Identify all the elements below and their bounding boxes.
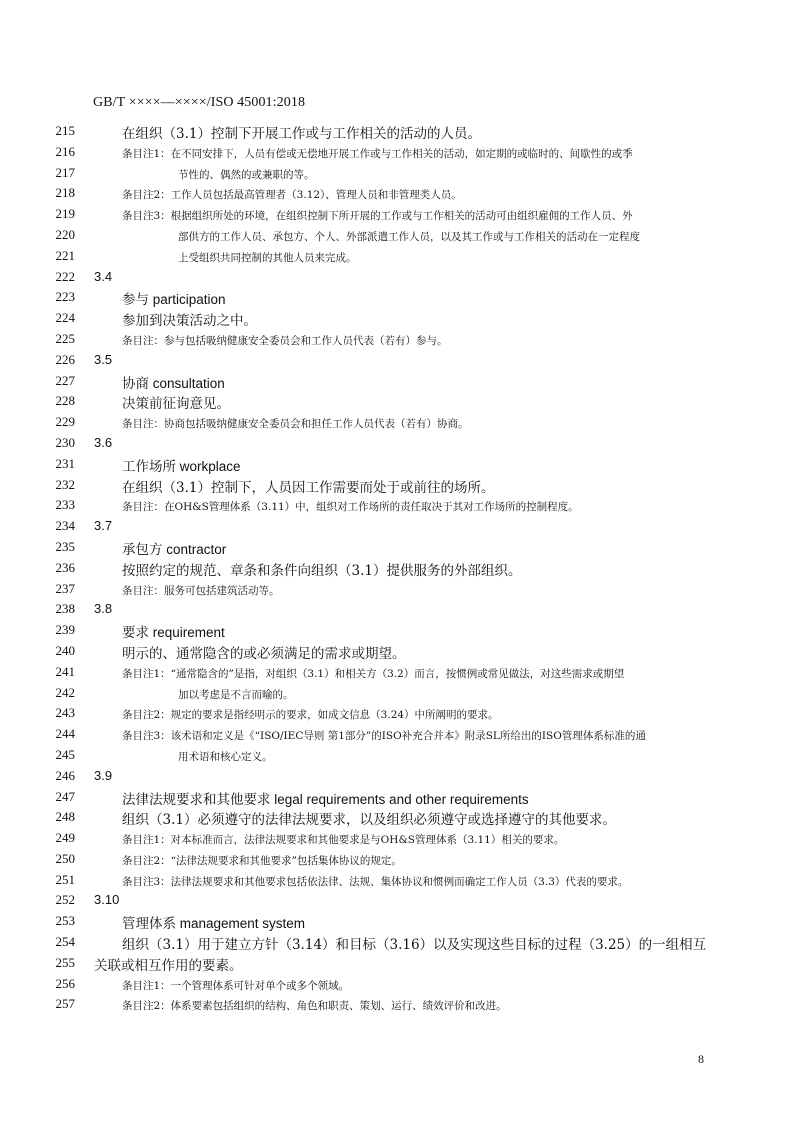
document-line: [0, 598, 793, 619]
document-line: [0, 661, 793, 682]
note-text: 条目注2：“法律法规要求和其他要求”包括集体协议的规定。: [122, 854, 402, 867]
definition-text: 在组织（3.1）控制下，人员因工作需要而处于或前往的场所。: [122, 479, 495, 496]
line-number: 256: [55, 975, 75, 991]
section-number: 3.4: [94, 268, 113, 284]
document-line: [0, 557, 793, 578]
line-number: 218: [55, 185, 75, 201]
line-number: 234: [55, 518, 75, 534]
document-line: [0, 494, 793, 515]
line-number: 220: [55, 226, 75, 242]
section-number: 3.6: [94, 434, 113, 450]
line-number: 219: [55, 206, 75, 222]
definition-text: 按照约定的规范、章条和条件向组织（3.1）提供服务的外部组织。: [122, 562, 522, 579]
note-text: 条目注3：该术语和定义是《“ISO/IEC导则 第1部分”的ISO补充合并本》附录SL所给出的ISO管理体系标准的通: [122, 730, 646, 743]
note-text: 条目注：在OH&S管理体系（3.11）中，组织对工作场所的责任取决于其对工作场所的控制程度。: [122, 501, 579, 514]
line-number: 240: [55, 642, 75, 658]
document-line: [0, 952, 793, 973]
note-text: 条目注：协商包括吸纳健康安全委员会和担任工作人员代表（若有）协商。: [122, 418, 469, 431]
document-header: GB/T ××××—××××/ISO 45001:2018: [93, 95, 306, 110]
document-line: [0, 702, 793, 723]
note-continuation: 加以考虑是不言而喻的。: [178, 688, 294, 701]
line-number: 233: [55, 497, 75, 513]
line-number: 253: [55, 913, 75, 929]
note-text: 条目注：参与包括吸纳健康安全委员会和工作人员代表（若有）参与。: [122, 334, 448, 347]
document-line: [0, 682, 793, 703]
document-line: [0, 536, 793, 557]
document-line: [0, 349, 793, 370]
line-number: 252: [55, 892, 75, 908]
page-number: 8: [698, 1052, 704, 1066]
document-line: [0, 432, 793, 453]
line-number: 243: [55, 705, 75, 721]
term-heading: 协商 consultation: [122, 375, 225, 391]
document-line: [0, 993, 793, 1014]
document-line: [0, 889, 793, 910]
document-line: [0, 869, 793, 890]
document-line: [0, 744, 793, 765]
document-line: [0, 453, 793, 474]
definition-text: 决策前征询意见。: [122, 396, 230, 413]
definition-text: 参加到决策活动之中。: [122, 313, 257, 330]
definition-text: 组织（3.1）必须遵守的法律法规要求，以及组织必须遵守或选择遵守的其他要求。: [122, 812, 616, 829]
line-number: 232: [55, 476, 75, 492]
document-line: [0, 307, 793, 328]
line-number: 231: [55, 455, 75, 471]
note-text: 条目注2：体系要素包括组织的结构、角色和职责、策划、运行、绩效评价和改进。: [122, 1000, 507, 1013]
line-number: 230: [55, 434, 75, 450]
document-line: [0, 827, 793, 848]
note-text: 条目注1：在不同安排下，人员有偿或无偿地开展工作或与工作相关的活动，如定期的或临时的、间歇性的或季: [122, 147, 633, 160]
document-line: [0, 910, 793, 931]
line-number: 229: [55, 414, 75, 430]
term-heading: 工作场所 workplace: [122, 458, 241, 474]
document-body: [0, 120, 793, 1014]
document-line: [0, 245, 793, 266]
line-number: 236: [55, 559, 75, 575]
section-number: 3.8: [94, 601, 113, 617]
line-number: 224: [55, 310, 75, 326]
note-continuation: 部供方的工作人员、承包方、个人、外部派遣工作人员，以及其工作或与工作相关的活动在一定程度: [178, 230, 640, 243]
document-line: [0, 973, 793, 994]
document-line: [0, 120, 793, 141]
document-line: [0, 141, 793, 162]
note-text: 条目注2：工作人员包括最高管理者（3.12）、管理人员和非管理类人员。: [122, 189, 462, 202]
section-number: 3.10: [94, 892, 120, 908]
note-text: 条目注1：对本标准而言，法律法规要求和其他要求是与OH&S管理体系（3.11）相关的要求。: [122, 834, 565, 847]
document-line: [0, 786, 793, 807]
line-number: 257: [55, 996, 75, 1012]
definition-text: 明示的、通常隐含的或必须满足的需求或期望。: [122, 645, 406, 662]
note-continuation: 用术语和核心定义。: [178, 750, 273, 763]
document-line: [0, 723, 793, 744]
term-heading: 承包方 contractor: [122, 541, 227, 557]
definition-text: 组织（3.1）用于建立方针（3.14）和目标（3.16）以及实现这些目标的过程（3.25）的一组相互: [122, 937, 707, 954]
document-line: [0, 931, 793, 952]
line-number: 246: [55, 767, 75, 783]
line-number: 227: [55, 372, 75, 388]
note-text: 条目注2：规定的要求是指经明示的要求，如成文信息（3.24）中所阐明的要求。: [122, 709, 499, 722]
document-line: [0, 182, 793, 203]
line-number: 241: [55, 663, 75, 679]
term-heading: 参与 participation: [122, 292, 226, 308]
line-number: 239: [55, 622, 75, 638]
line-number: 244: [55, 726, 75, 742]
note-text: 条目注1：一个管理体系可针对单个或多个领域。: [122, 979, 350, 992]
line-number: 223: [55, 289, 75, 305]
line-number: 225: [55, 330, 75, 346]
line-number: 248: [55, 809, 75, 825]
line-number: 238: [55, 601, 75, 617]
line-number: 254: [55, 934, 75, 950]
document-line: [0, 806, 793, 827]
note-continuation: 节性的、偶然的或兼职的等。: [178, 168, 315, 181]
line-number: 237: [55, 580, 75, 596]
line-number: 235: [55, 538, 75, 554]
section-number: 3.9: [94, 767, 113, 783]
document-line: [0, 474, 793, 495]
term-heading: 要求 requirement: [122, 625, 225, 641]
note-continuation: 上受组织共同控制的其他人员来完成。: [178, 251, 357, 264]
line-number: 250: [55, 850, 75, 866]
document-line: [0, 619, 793, 640]
document-line: [0, 411, 793, 432]
document-line: [0, 848, 793, 869]
line-number: 251: [55, 871, 75, 887]
term-heading: 法律法规要求和其他要求 legal requirements and other requirements: [122, 791, 529, 807]
line-number: 226: [55, 351, 75, 367]
document-line: [0, 765, 793, 786]
line-number: 247: [55, 788, 75, 804]
line-number: 249: [55, 830, 75, 846]
note-text: 条目注1：“通常隐含的”是指，对组织（3.1）和相关方（3.2）而言，按惯例或常见做法，对这些需求或期望: [122, 667, 625, 680]
document-line: [0, 515, 793, 536]
line-number: 245: [55, 746, 75, 762]
document-line: [0, 328, 793, 349]
document-line: [0, 224, 793, 245]
section-number: 3.5: [94, 351, 113, 367]
note-text: 条目注3：根据组织所处的环境，在组织控制下所开展的工作或与工作相关的活动可由组织雇佣的工作人员、外: [122, 210, 633, 223]
section-number: 3.7: [94, 518, 113, 534]
note-text: 条目注：服务可包括建筑活动等。: [122, 584, 280, 597]
line-number: 217: [55, 164, 75, 180]
document-line: [0, 640, 793, 661]
line-number: 242: [55, 684, 75, 700]
document-line: [0, 203, 793, 224]
term-heading: 管理体系 management system: [122, 916, 306, 932]
line-number: 221: [55, 247, 75, 263]
line-number: 215: [55, 123, 75, 138]
line-number: 222: [55, 268, 75, 284]
definition-text: 在组织（3.1）控制下开展工作或与工作相关的活动的人员。: [122, 126, 481, 142]
document-line: [0, 266, 793, 287]
document-line: [0, 162, 793, 183]
line-number: 228: [55, 393, 75, 409]
note-text: 条目注3：法律法规要求和其他要求包括依法律、法规、集体协议和惯例而确定工作人员（3.3）代表的要求。: [122, 875, 629, 888]
document-line: [0, 370, 793, 391]
document-line: [0, 390, 793, 411]
document-line: [0, 286, 793, 307]
line-number: 255: [55, 954, 75, 970]
definition-continuation: 关联或相互作用的要素。: [94, 957, 243, 974]
line-number: 216: [55, 143, 75, 159]
document-line: [0, 578, 793, 599]
